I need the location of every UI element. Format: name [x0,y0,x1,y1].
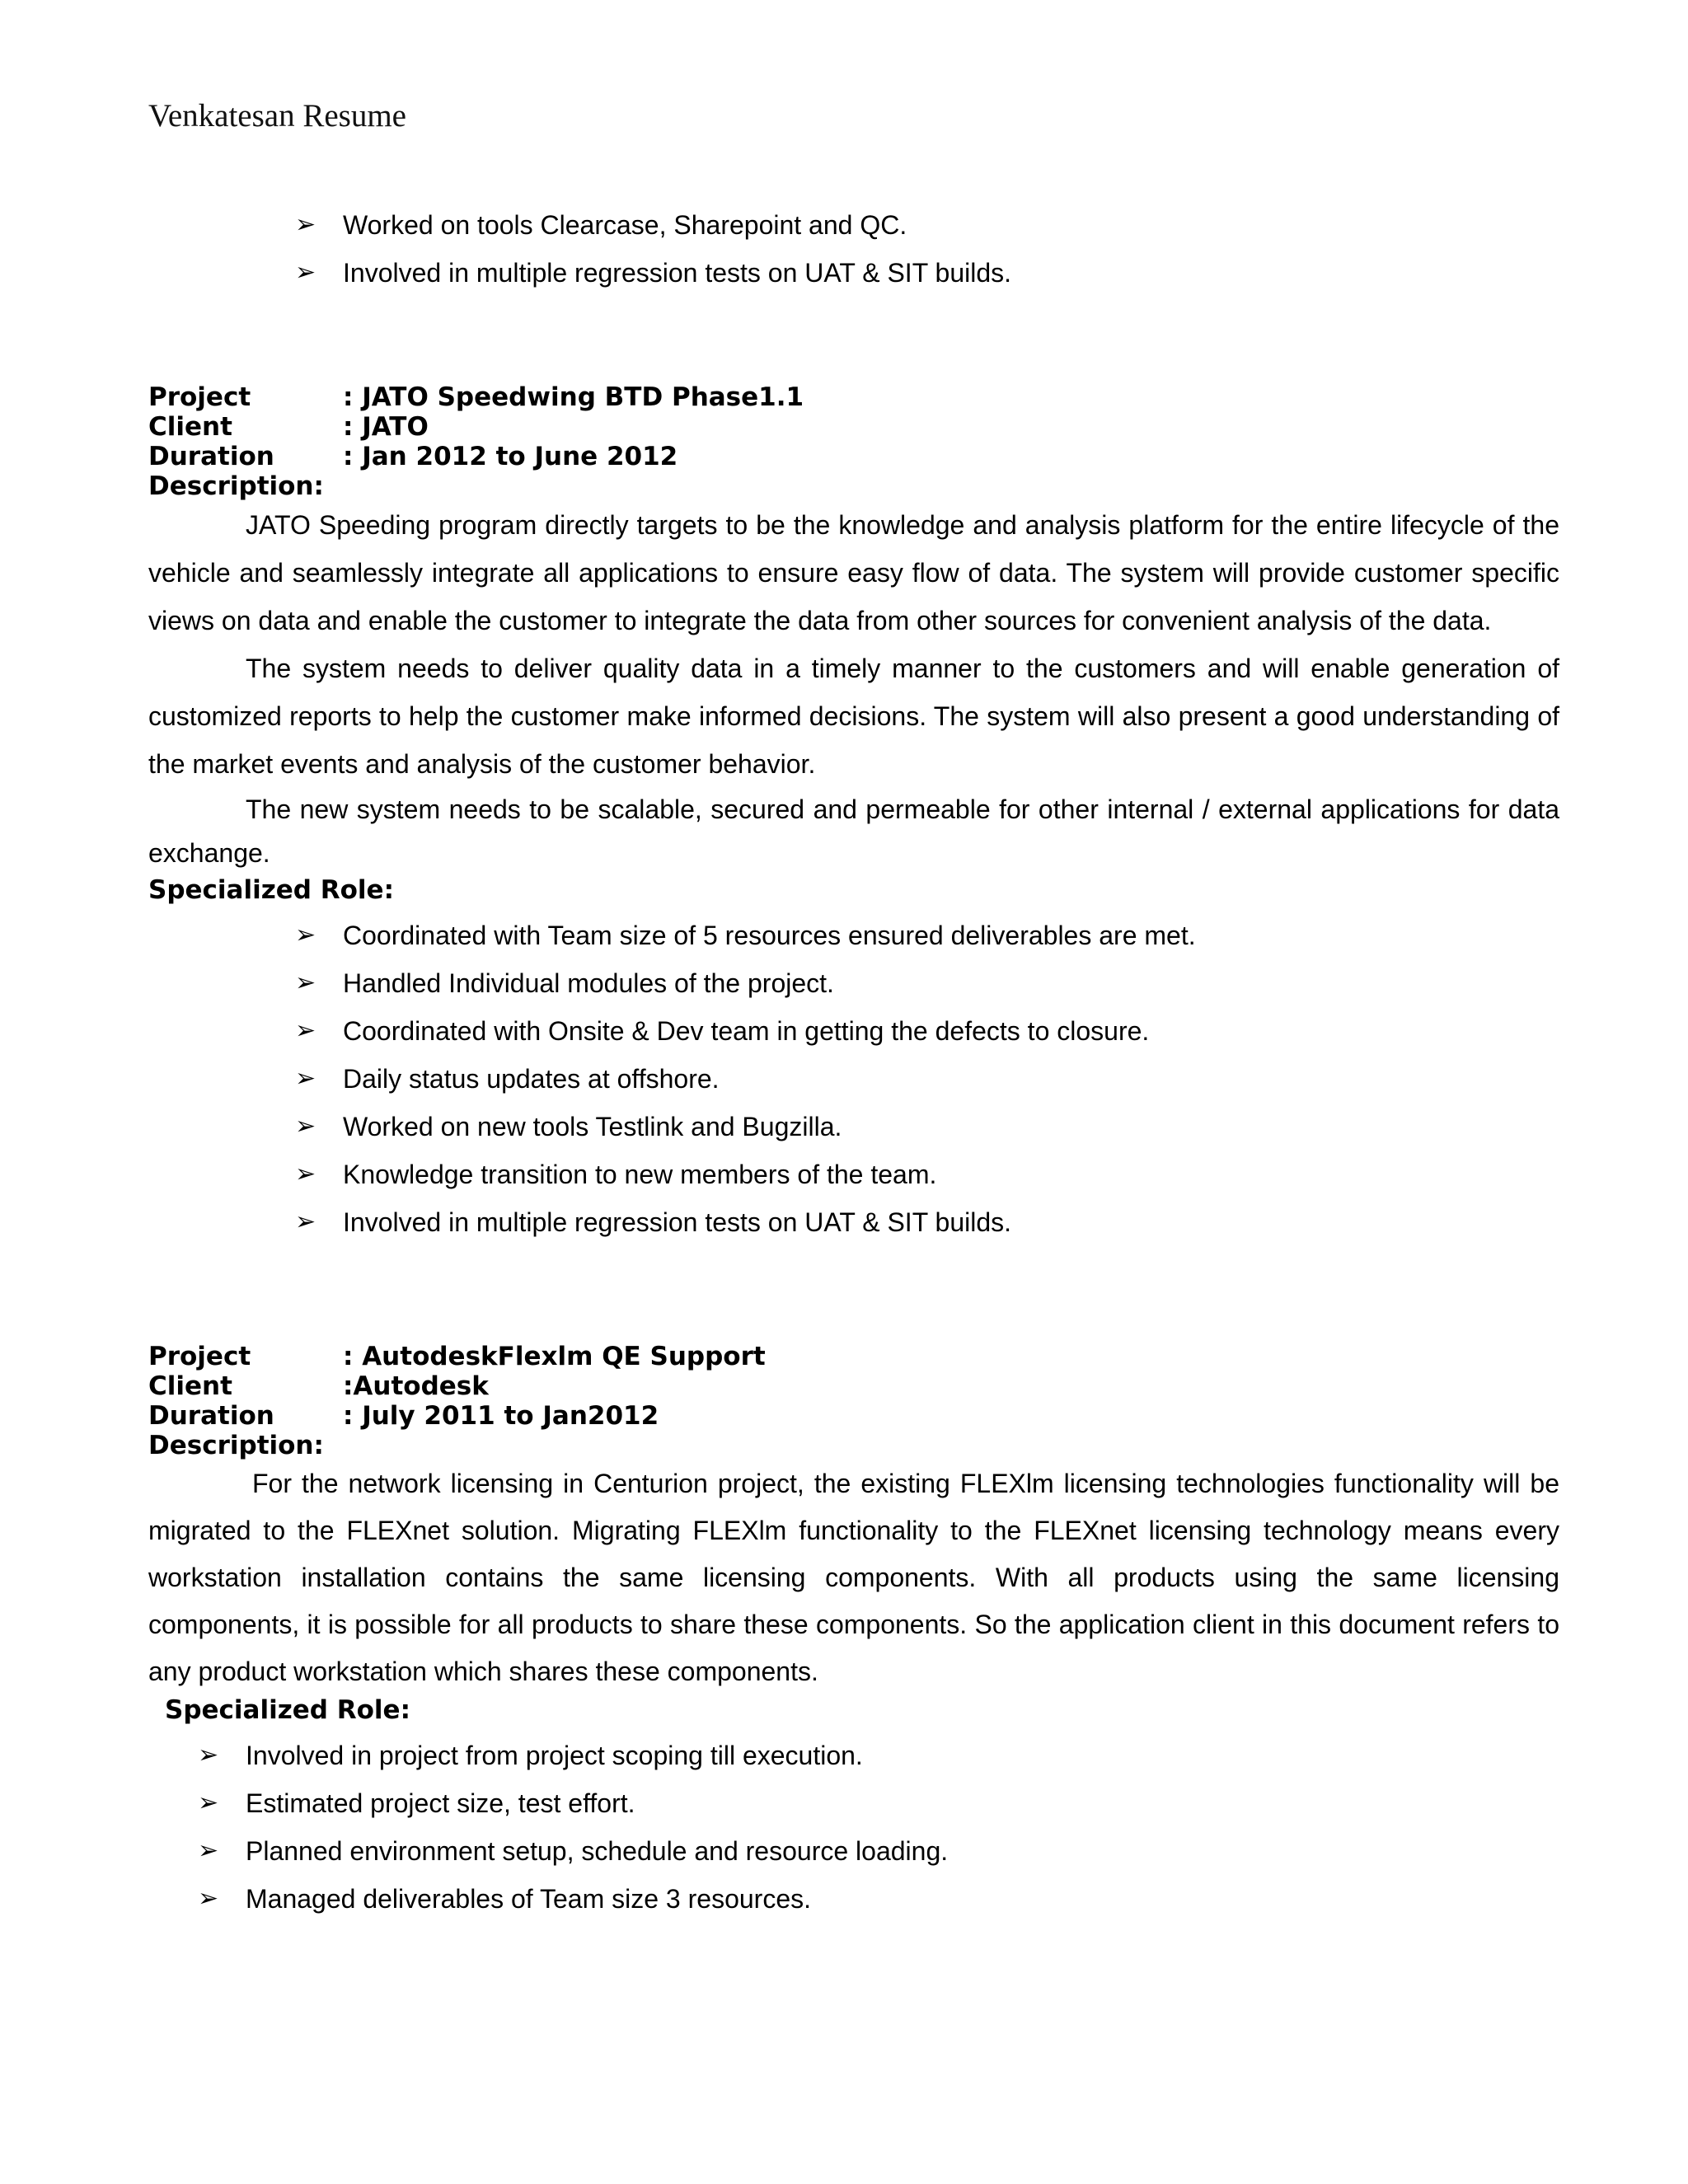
role-bullet-list [0,912,1688,1246]
client-row [148,1371,1688,1401]
list-item [0,912,1688,959]
duration-label: Duration [148,1401,274,1431]
list-item [0,1007,1688,1055]
list-item-text: Coordinated with Onsite & Dev team in getting the defects to closure. [343,1016,1150,1046]
client-label: Client [148,1371,232,1401]
list-item [0,1827,1688,1875]
list-item-text: Involved in multiple regression tests on UAT & SIT builds. [343,1207,1012,1237]
top-bullet-list [0,201,1688,297]
project-meta [148,382,1688,501]
project-meta [148,1342,1688,1460]
description-paragraph: For the network licensing in Centurion project, the existing FLEXlm licensing technologies functionality will be migrated to the FLEXnet solution. Migrating FLEXlm functionality to the FLEXnet licensing technology means every workstation installation contains the same licensing components. With all products using the same licensing components, it is possible for all products to share these components. So the application client in this document refers to any product workstation which shares these components. [148,1469,1559,1686]
list-item-text: Estimated project size, test effort. [246,1788,635,1818]
arrow-bullet-icon: ➢ [295,1113,316,1140]
arrow-bullet-icon: ➢ [198,1885,219,1912]
project-name: : AutodeskFlexlm QE Support [343,1342,766,1371]
list-item [0,1732,1688,1779]
list-item [0,249,1688,297]
arrow-bullet-icon: ➢ [198,1789,219,1816]
list-item [0,1779,1688,1827]
specialized-role-heading: Specialized Role: [165,1695,410,1725]
list-item-text: Knowledge transition to new members of the team. [343,1160,937,1189]
duration-value: : July 2011 to Jan2012 [343,1401,659,1431]
project-label: Project [148,1342,251,1371]
project-name: : JATO Speedwing BTD Phase1.1 [343,382,804,412]
client-name: : JATO [343,412,429,442]
top-bullet-section [0,201,1688,297]
arrow-bullet-icon: ➢ [295,969,316,996]
page-header-title: Venkatesan Resume [148,98,406,134]
list-item [0,201,1688,249]
description-paragraph: The new system needs to be scalable, secured and permeable for other internal / external applications for data exchange. [148,794,1559,868]
project-row [148,382,1688,412]
list-item [0,1875,1688,1923]
description-paragraph: JATO Speeding program directly targets to be the knowledge and analysis platform for the entire lifecycle of the vehicle and seamlessly integrate all applications to ensure easy flow of data. The system will provide customer specific views on data and enable the customer to integrate the data from other sources for convenient analysis of the data. [148,510,1559,635]
description-label: Description: [148,471,324,501]
arrow-bullet-icon: ➢ [198,1837,219,1864]
client-row [148,412,1688,442]
description-label: Description: [148,1431,324,1460]
list-item-text: Daily status updates at offshore. [343,1064,720,1094]
list-item-text: Planned environment setup, schedule and resource loading. [246,1836,949,1866]
list-item [0,1055,1688,1103]
project-label: Project [148,382,251,412]
list-item-text: Worked on new tools Testlink and Bugzilla. [343,1112,842,1141]
list-item [0,1103,1688,1151]
list-item-text: Involved in project from project scoping till execution. [246,1741,863,1770]
list-item [0,959,1688,1007]
arrow-bullet-icon: ➢ [295,921,316,949]
description-row [148,471,1688,501]
description-paragraph: The system needs to deliver quality data in a timely manner to the customers and will enable generation of customized reports to help the customer make informed decisions. The system will also present a good understanding of the market events and analysis of the customer behavior. [148,654,1559,779]
duration-label: Duration [148,442,274,471]
project-section-jato [0,382,1688,1246]
project-section-autodesk [0,1342,1688,1923]
role-bullet-list [0,1732,1688,1923]
arrow-bullet-icon: ➢ [295,1208,316,1235]
arrow-bullet-icon: ➢ [295,1160,316,1188]
specialized-role-heading: Specialized Role: [148,875,394,905]
list-item [0,1198,1688,1246]
list-item-text: Worked on tools Clearcase, Sharepoint and QC. [343,210,907,240]
arrow-bullet-icon: ➢ [295,259,316,286]
arrow-bullet-icon: ➢ [198,1741,219,1769]
list-item [0,1151,1688,1198]
arrow-bullet-icon: ➢ [295,1017,316,1044]
description-row [148,1431,1688,1460]
arrow-bullet-icon: ➢ [295,211,316,238]
list-item-text: Involved in multiple regression tests on UAT & SIT builds. [343,258,1012,288]
client-label: Client [148,412,232,442]
client-name: :Autodesk [343,1371,489,1401]
arrow-bullet-icon: ➢ [295,1065,316,1092]
duration-row [148,442,1688,471]
duration-row [148,1401,1688,1431]
list-item-text: Coordinated with Team size of 5 resources ensured deliverables are met. [343,921,1196,950]
project-row [148,1342,1688,1371]
list-item-text: Handled Individual modules of the project. [343,968,834,998]
duration-value: : Jan 2012 to June 2012 [343,442,678,471]
list-item-text: Managed deliverables of Team size 3 resources. [246,1884,811,1914]
